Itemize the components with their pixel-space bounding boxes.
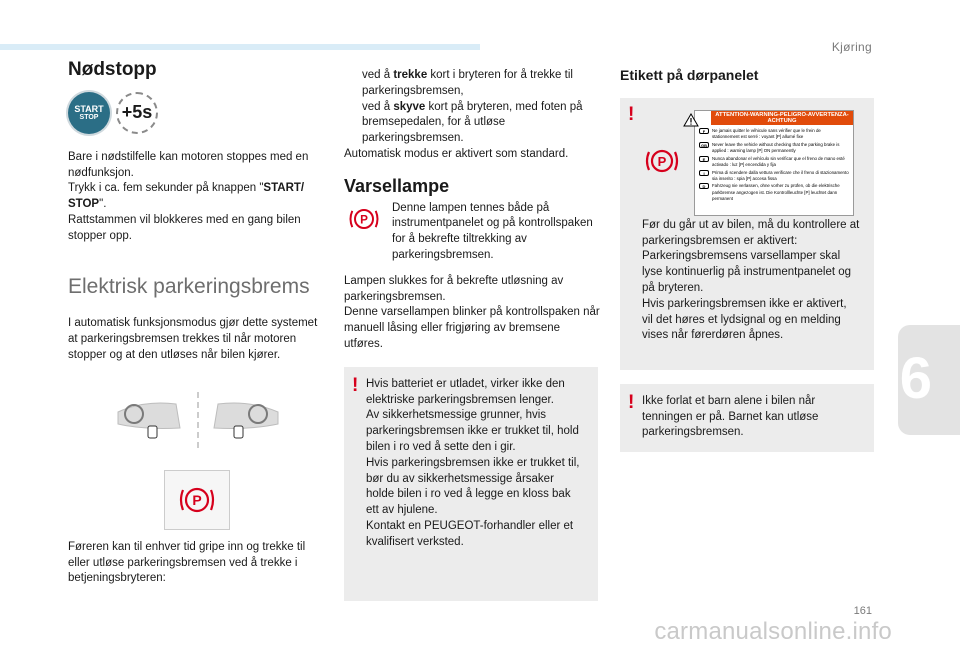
chapter-name: Kjøring [831, 40, 872, 54]
page-number: 161 [853, 605, 872, 617]
column-middle [344, 68, 600, 601]
label-row [699, 142, 849, 154]
paragraph: I automatisk funksjonsmodus gjør dette systemet at parkeringsbremsen trekkes til når motoren stopper og at den utløses når bilen kjører. [68, 317, 318, 361]
parking-brake-icon [642, 144, 682, 184]
warning-box [344, 367, 598, 601]
text: ved å [362, 69, 394, 81]
start-stop-illustration [68, 94, 328, 132]
parking-brake-icon [164, 470, 230, 530]
paragraph: Bare i nødstilfelle kan motoren stoppes med en nødfunksjon. [68, 150, 309, 179]
paragraph: Rattstammen vil blokkeres med en gang bilen stopper opp. [68, 213, 301, 242]
box-text: Kontakt en PEUGEOT-forhandler eller et kvalifisert verksted. [366, 519, 574, 548]
paragraph: Denne lampen tennes både på instrumentpanelet og på kontrollspaken for å bekrefte tiltrekking av parkeringsbremsen. [392, 201, 593, 261]
arrow-bullet-icon [344, 68, 356, 100]
paragraph: Automatisk modus er aktivert som standard. [344, 147, 569, 160]
label-row-text: Fahrzeug nie verlassen, ohne vorher zu prüfen, ob die elektrische parkbremse angezogen ist. Die Kontrollleuchte [P] leuchtet dann permanent [712, 183, 840, 201]
lever-illustration [114, 390, 282, 460]
label-row [699, 128, 849, 140]
box-text: Hvis parkeringsbremsen ikke er aktivert, vil det høres et lydsignal og en melding vises når førerdøren åpnes. [642, 297, 847, 342]
warning-triangle-icon [683, 113, 699, 127]
label-row-text: Prima di scendere dalla vettura verificare che il freno di stazionamento sia inserito : spia [P] accesa fissa [712, 169, 849, 181]
stop-label: STOP [79, 113, 99, 121]
column-left [68, 59, 328, 587]
box-text: Hvis batteriet er utladet, virker ikke den elektriske parkeringsbremsen lenger. [366, 377, 565, 406]
box-text: Før du går ut av bilen, må du kontrollere at parkeringsbremsen er aktivert: [642, 218, 860, 247]
exclamation-icon: ! [628, 103, 635, 125]
start-label: START [74, 103, 104, 114]
label-row-text: Nunca abandonar el vehículo sin verificar que el freno de mano esté activado : luz [P] encendida y fija [712, 155, 845, 167]
warning-lamp-row [344, 201, 600, 264]
box-text: Parkeringsbremsens varsellamper skal lyse kontinuerlig på instrumentpanelet og på bryteren. [642, 250, 852, 294]
svg-text:P: P [360, 213, 368, 227]
country-code: F [699, 128, 709, 134]
list-item [344, 100, 600, 147]
box-text: Ikke forlat et barn alene i bilen når tenningen er på. Barnet kan utløse parkeringsbremsen. [642, 394, 819, 439]
bold-text: START/ STOP [68, 182, 305, 211]
label-row [699, 170, 849, 182]
paragraph: Denne varsellampen blinker på kontrollspaken når manuell låsing eller frigjøring av bremsene utføres. [344, 306, 600, 350]
box-text: Av sikkerhetsmessige grunner, hvis parkeringsbremsen ikke er trukket til, hold bilen i ro ved å sette den i gir. [366, 409, 579, 453]
box-text: Hvis parkeringsbremsen ikke er trukket til, bør du av sikkerhetsmessige årsaker holde bilen i ro ved å legge en kloss bak ett av hjulene. [366, 456, 580, 517]
header-accent-bar [0, 44, 480, 50]
bold-text: trekke [393, 69, 428, 81]
start-stop-icon [68, 92, 110, 134]
country-code: D [699, 183, 709, 189]
heading-door-label: Etikett på dørpanelet [620, 67, 759, 83]
timer-icon: +5s [116, 92, 158, 134]
list-item [344, 68, 600, 100]
svg-text:P: P [192, 491, 202, 508]
text: ". [99, 198, 107, 211]
country-code: GB [701, 143, 707, 148]
text: Trykk i ca. fem sekunder på knappen " [68, 182, 264, 195]
arrow-bullet-icon [344, 100, 356, 147]
country-code: E [699, 156, 709, 162]
heading-parking-brake: Elektrisk parkeringsbrems [68, 274, 310, 298]
label-row-text: Never leave the vehicle without checking that the parking brake is applied : warning lamp [P] ON permanently [712, 142, 840, 154]
exclamation-icon: ! [628, 391, 635, 413]
label-row [699, 183, 849, 202]
paragraph: Føreren kan til enhver tid gripe inn og trekke til eller utløse parkeringsbremsen ved å trekke i betjeningsbryteren: [68, 540, 306, 585]
list-item-text [362, 68, 600, 100]
paragraph: Lampen slukkes for å bekrefte utløsning av parkeringsbremsen. [344, 274, 564, 303]
label-title: ATTENTION-WARNING-PELIGRO-AVVERTENZA-ACHTUNG [711, 111, 853, 125]
svg-text:P: P [657, 153, 667, 169]
list-item-text [362, 100, 600, 147]
parking-brake-icon [344, 203, 384, 235]
steering-wheel-icon [114, 390, 282, 460]
heading-warning-lamp: Varsellampe [344, 175, 450, 196]
warning-box [620, 98, 874, 370]
label-row-text: Ne jamais quitter le véhicule sans vérifier que le frein de stationnement est serré : voyant [P] allumé fixe [712, 128, 821, 140]
country-code: I [699, 170, 709, 176]
watermark: carmanualsonline.info [654, 618, 892, 645]
paragraph [68, 181, 328, 213]
text: kort i bryteren for å trekke til parkeringsbremsen, [362, 69, 573, 97]
bold-text: skyve [393, 100, 426, 113]
column-right [620, 68, 876, 452]
exclamation-icon: ! [352, 374, 359, 396]
chapter-number: 6 [899, 346, 932, 411]
text: kort på bryteren, med foten på bremsepedalen, for å utløse parkeringsbremsen. [362, 100, 583, 145]
heading-emergency-stop: Nødstopp [68, 59, 157, 80]
text: ved å [362, 100, 394, 113]
label-row [699, 156, 849, 168]
warning-box [620, 384, 874, 452]
door-warning-label [694, 110, 854, 216]
